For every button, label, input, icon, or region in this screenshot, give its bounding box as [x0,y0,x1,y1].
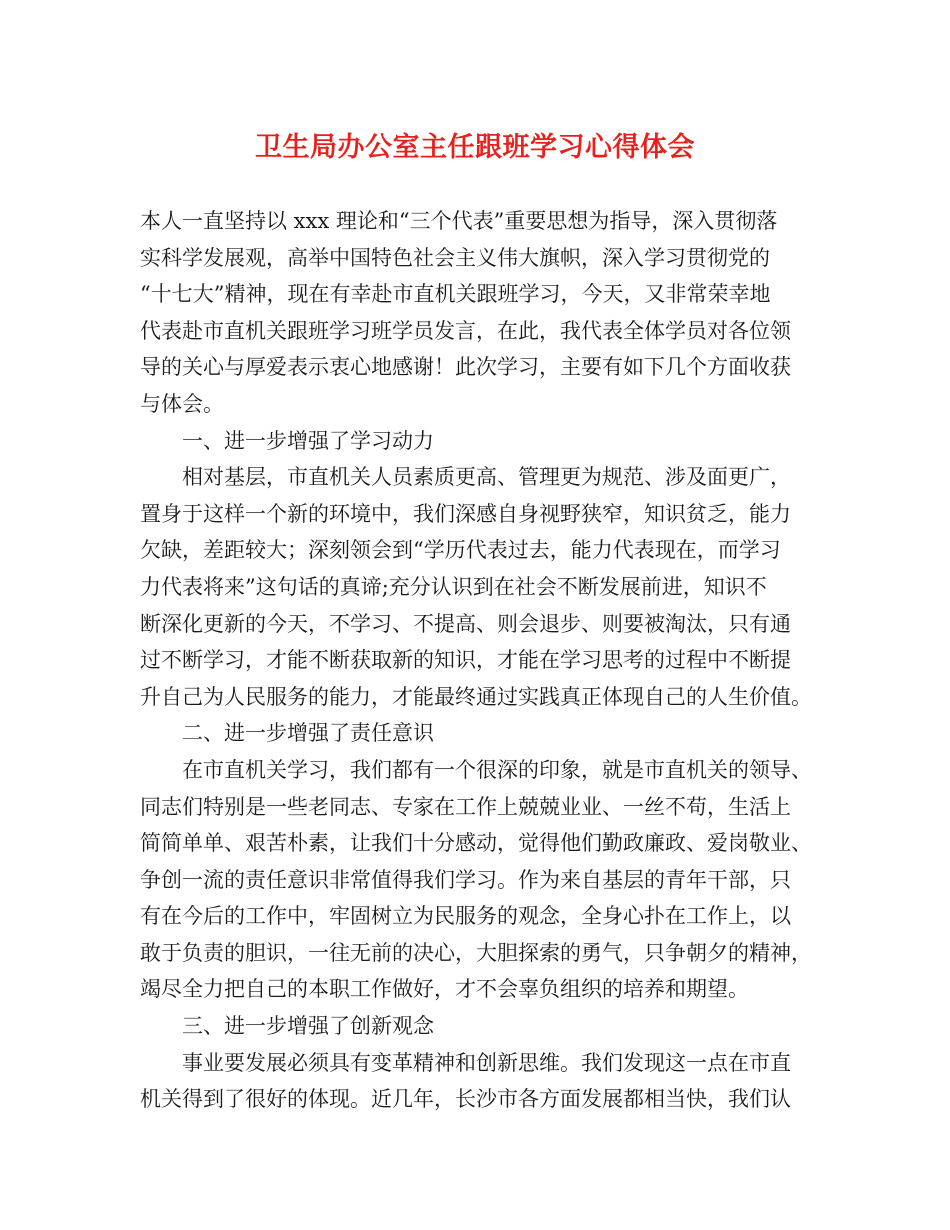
body-line: 同志们特别是一些老同志、专家在工作上兢兢业业、一丝不苟，生活上 [140,794,791,819]
body-line: 欠缺，差距较大；深刻领会到“学历代表过去，能力代表现在，而学习 [140,538,781,563]
document-body [140,203,820,1118]
body-line: 争创一流的责任意识非常值得我们学习。作为来自基层的青年干部，只 [140,867,791,892]
body-line: 相对基层，市直机关人员素质更高、管理更为规范、涉及面更广， [182,465,791,490]
body-line: 过不断学习，才能不断获取新的知识，才能在学习思考的过程中不断提 [140,648,791,673]
body-line: 竭尽全力把自己的本职工作做好，才不会辜负组织的培养和期望。 [140,977,749,1002]
body-line: 敢于负责的胆识，一往无前的决心，大胆探索的勇气，只争朝夕的精神， [140,940,812,965]
body-line: 本人一直坚持以 xxx 理论和“三个代表”重要思想为指导，深入贯彻落 [140,209,778,233]
body-line: 升自己为人民服务的能力，才能最终通过实践真正体现自己的人生价值。 [140,684,812,709]
body-line: 力代表将来”这句话的真谛;充分认识到在社会不断发展前进，知识不 [140,574,767,599]
body-line: 在市直机关学习，我们都有一个很深的印象，就是市直机关的领导、 [182,757,812,782]
body-line: 机关得到了很好的体现。近几年，长沙市各方面发展都相当快，我们认 [140,1087,791,1112]
body-line: 事业要发展必须具有变革精神和创新思维。我们发现这一点在市直 [182,1050,791,1075]
section-heading-3: 三、进一步增强了创新观念 [182,1014,434,1039]
body-line: 有在今后的工作中，牢固树立为民服务的观念，全身心扑在工作上，以 [140,904,791,929]
section-heading-1: 一、进一步增强了学习动力 [182,428,434,453]
body-line: 与体会。 [140,391,224,416]
body-line: 代表赴市直机关跟班学习班学员发言，在此，我代表全体学员对各位领 [140,318,791,343]
body-line: 简简单单、艰苦朴素，让我们十分感动，觉得他们勤政廉政、爱岗敬业、 [140,831,812,856]
section-heading-2: 二、进一步增强了责任意识 [182,721,434,746]
body-line: “十七大”精神，现在有幸赴市直机关跟班学习，今天，又非常荣幸地 [140,282,771,307]
document-title: 卫生局办公室主任跟班学习心得体会 [255,132,695,163]
body-line: 实科学发展观，高举中国特色社会主义伟大旗帜，深入学习贯彻党的 [140,245,770,270]
body-line: 置身于这样一个新的环境中，我们深感自身视野狭窄，知识贫乏，能力 [140,501,791,526]
body-line: 导的关心与厚爱表示衷心地感谢！此次学习，主要有如下几个方面收获 [140,355,791,380]
body-line: 断深化更新的今天，不学习、不提高、则会退步、则要被淘汰，只有通 [140,611,791,636]
